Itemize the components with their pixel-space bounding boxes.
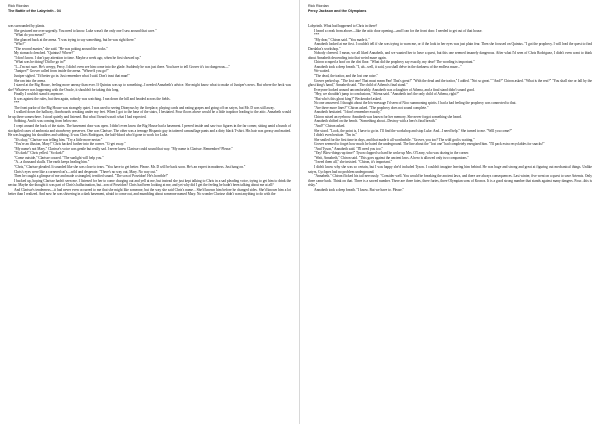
paragraph: "But who's this ghost king?" Beckendorf asked. xyxy=(314,96,382,101)
paragraph: "Are there more lines?" Chiron asked. "The prophecy does not sound complete." xyxy=(314,105,429,110)
paragraph: Annabeth hesitated. "I don't remember exactly." xyxy=(314,110,382,115)
paragraph: *** xyxy=(314,33,320,38)
paragraph: Chiron raised an eyebrow. Annabeth was known for her memory. She never forgot something she heard. xyxy=(314,114,462,119)
paragraph: Everyone looked around uncomfortably. Annabeth was a daughter of Athena, and a final stand didn't sound good. xyxy=(314,87,475,92)
paragraph: "My name's not Mary." Clarisse's voice was gentle but really sad. I never knew Clarisse could sound that way. "My name is Clarisse. Remember? Please." xyxy=(14,146,233,151)
paragraph: Annabeth shifted on the bench. "Something about...Destroy with a hero's final breath." xyxy=(314,119,437,124)
right-page xyxy=(300,0,600,424)
left-header-author: Rick Riordan xyxy=(8,4,29,8)
paragraph: We waited. xyxy=(314,69,330,74)
paragraph: "Yay! Blow-things-up time!" Tyson clapped so hard he woke up Mrs. O'Leary, who was dozing in the corner. xyxy=(314,151,469,156)
paragraph: Juniper sighed. "I'd better go in. Just remember what I said. Don't trust that man!" xyxy=(14,74,130,79)
paragraph: "It's dark!" Chris yelled. "So dark!" xyxy=(14,151,65,156)
paragraph: "Annabeth." Chiron flicked his tail nervously. "Consider well. You would be breaking the ancient laws, and there are always consequences. Last winter, five went on a quest to save Artemis. Only three came back. Think on that. Three is a sacred number. There are three fates, three furies, three Olympian sons of Kronos. It is a good strong number that stands against many dangers. Four...this is risky." xyxy=(308,174,592,188)
paragraph: She ran into the arena. xyxy=(14,78,46,83)
paragraph: "What was he doing? Did he go in?" xyxy=(14,60,66,65)
paragraph: She gestured me over urgently. You need to know. Luke wasn't the only one I saw around that cave." xyxy=(14,28,157,33)
paragraph: *** xyxy=(14,101,20,106)
paragraph: was surrounded by plants. xyxy=(8,24,46,28)
paragraph: I stared at the Big House, feeling more uneasy than ever. If Quintus was up to something...I needed Annabeth's advice. She might know what to make of Juniper's news. But where the heck was she? Whatever was happening with the Oracle, it shouldn't be taking this long. xyxy=(8,83,291,92)
paragraph: "My dear," Chiron said. "You made it." xyxy=(314,37,370,42)
paragraph: "Come outside," Clarisse coaxed. "The sunlight will help you." xyxy=(14,155,104,160)
paragraph: "Hey, we shouldn't jump to conclusions," Silena said. "Annabeth isn't the only child of Athena, right?" xyxy=(314,92,460,97)
paragraph: Finally I couldn't stand it anymore. xyxy=(14,92,64,97)
paragraph: And Clarisse's tenderness—it had never even occurred to me that she might like someone, but the way she said Chris's name... She'd known him before he changed sides. She'd known him a lot better than I realized. And now he was shivering in a dark basement, afraid to come out, and mumbling about someone named Mary. No wonder Clarisse didn't want anything to do with the xyxy=(8,187,291,197)
paragraph: "What do you mean?" xyxy=(14,33,46,38)
paragraph: "I—I'm not sure. He's creepy, Percy. I didn't even see him come into the glade. Suddenly he was just there. You have to tell Grover it's too dangerous—" xyxy=(14,64,230,69)
paragraph: She smiled for the first time in days, and that made it all worthwhile. "Grover, you too? The wild god is waiting." xyxy=(314,137,475,142)
paragraph: "A...a thousand skulls. The earth keeps healing him." xyxy=(14,160,90,165)
paragraph: I crept around the back of the stairs. The basement door was open. I didn't even know the Big House had a basement. I peered inside and saw two figures in the far corner, sitting amid a bunch of stockpiled cases of ambrosia and strawberry preserves. One was Clarisse. The other was a teenage Hispanic guy in tattered camouflage pants and a dirty black T-shirt. His hair was greasy and matted. He was hugging his shoulders and sobbing. It was Chris Rodriguez, the half-blood who'd gone to work for Luke. xyxy=(8,124,291,138)
left-page-header xyxy=(8,4,291,20)
paragraph: I heard a creak from above—like the attic door opening—and I ran for the front door. I needed to get out of that house. xyxy=(314,28,483,33)
paragraph: "Chris," Clarisse pleaded. It sounded like she was close to tears. "You have to get better. Please. Mr. D will be back soon. He's an expert in madness. Just hang on." xyxy=(14,164,246,169)
paragraph: Labyrinth. What had happened to Chris in there? xyxy=(308,24,378,28)
paragraph: Sobbing. And it was coming from below me. xyxy=(14,119,78,124)
paragraph: She stood. "Look, the point is, I have to go in. I'll find the workshop and stop Luke. And...I need help." She turned to me. "Will you come?" xyxy=(314,128,513,133)
right-header-author: Rick Riordan xyxy=(308,4,329,8)
paragraph: Chris's eyes were like a cornered rat's—wild and desperate. "There's no way out, Mary. No way out." xyxy=(14,169,158,174)
paragraph: "And?" Chiron asked. xyxy=(314,124,346,129)
right-header-title: Percy Jackson and the Olympians xyxy=(308,8,367,13)
paragraph: Nobody cheered. I mean, we all liked Annabeth, and we wanted her to have a quest, but this one seemed insanely dangerous. After what I'd seen of Chris Rodriguez, I didn't even want to think about Annabeth descending into that weird maze again. xyxy=(308,51,592,60)
paragraph: Grover perked up. "The lost one! That must mean Pan! That's great!" "With the dead and the traitor," I added. "Not so great." "And?" Chiron asked. "What is the rest?" "You shall rise or fall by the ghost king's hand," Annabeth said. "The child of Athena's final stand." xyxy=(308,78,592,88)
paragraph: It was against the rules, but then again, nobody was watching. I ran down the hill and headed across the fields. xyxy=(14,96,171,101)
paragraph: "It's okay," Clarisse was telling him. "Try a little more nectar." xyxy=(14,137,103,142)
paragraph: "The dead, the traitor, and the lost one raise." xyxy=(314,74,378,79)
paragraph: "I don't know. I don't pay attention to time. Maybe a week ago, when he first showed up." xyxy=(14,55,142,60)
paragraph: Annabeth took a deep breath. "I, uh...well, it said, you shall delve in the darkness of the endless maze..." xyxy=(314,64,462,69)
left-page-text xyxy=(8,24,291,197)
paragraph: Chiron scraped a hoof on the dirt floor. "What did the prophecy say exactly, my dear? The wording is important." xyxy=(314,60,475,65)
paragraph: She glanced back at the arena. "I was trying to say something, but he was right there." xyxy=(14,37,136,42)
left-header-title: The Battle of the Labyrinth - 04 xyxy=(8,8,61,13)
right-page-text xyxy=(308,24,592,192)
paragraph: My stomach clenched. "Quintus? Where?" xyxy=(14,51,75,56)
paragraph: "Who?" xyxy=(14,42,26,47)
paragraph: Annabeth took a deep breath. "I know. But we have to. Please." xyxy=(314,187,404,192)
paragraph: I walked down the hallway, floorboards creaking under my feet. When I got to the base of the stairs, I hesitated. Four floors above would be a little trapdoor leading to the attic. Annabeth would be up there somewhere. I stood quietly and listened. But what I heard wasn't what I had expected. xyxy=(8,110,291,119)
paragraph: I didn't know why she was so certain, but I was happy she'd included Tyson. I couldn't imagine leaving him behind. He was huge and strong and great at figuring out mechanical things. Unlike satyrs, Cyclopes had no problem underground. xyxy=(308,164,592,174)
paragraph: I didn't even hesitate. "I'm in." xyxy=(314,133,357,138)
paragraph: "You're an illusion, Mary!" Chris backed further into the corner. "G-get away." xyxy=(14,142,126,147)
paragraph: Then he caught a glimpse of me and made a strangled, terrified sound. "The son of Poseidon! He's horrible!" xyxy=(14,174,169,179)
paragraph: The front parlor of the Big House was strangely quiet. I was used to seeing Dionysus by the fireplace, playing cards and eating grapes and going off on satyrs, but Mr. D was still away. xyxy=(14,105,275,110)
paragraph: "Juniper?" Grover called from inside the arena. "Where'd you go?" xyxy=(14,69,109,74)
paragraph: No one answered. I thought about the Iris-message I'd seen of Nico summoning spirits. I had a bad feeling the prophecy was connected to that. xyxy=(314,101,517,106)
paragraph: Grover seemed to forget how much he hated the underground. The line about the "lost one" had completely energized him. "I'll pack extra recyclables for snacks!" xyxy=(314,142,545,147)
paragraph: I backed up, hoping Clarisse hadn't seen me. I listened for her to come charging out and yell at me, but instead she just kept talking to Chris in a sad pleading voice, trying to get him to drink the nectar. Maybe she thought it was part of Chris's hallucination, but...son of Poseidon? Chris had been looking at me, and yet why did I get the feeling he hadn't been talking about me at all? xyxy=(8,178,291,188)
paragraph: "Wait, Annabeth," Chiron said. "This goes against the ancient laws. A hero is allowed only two companions." xyxy=(314,155,469,160)
paragraph: "I need them all," she insisted. "Chiron, it's important." xyxy=(314,160,393,165)
paragraph: "And Tyson," Annabeth said. "I'll need you too." xyxy=(314,146,383,151)
paragraph: Annabeth looked at me first. I couldn't tell if she was trying to warn me, or if the look in her eyes was just plain fear. Then she focused on Quintus. "I got the prophecy. I will lead the quest to find Daedalus's workshop." xyxy=(308,42,592,51)
paragraph: "The second master," she said. "He was poking around the rocks." xyxy=(14,46,108,51)
right-page-header xyxy=(308,4,592,20)
